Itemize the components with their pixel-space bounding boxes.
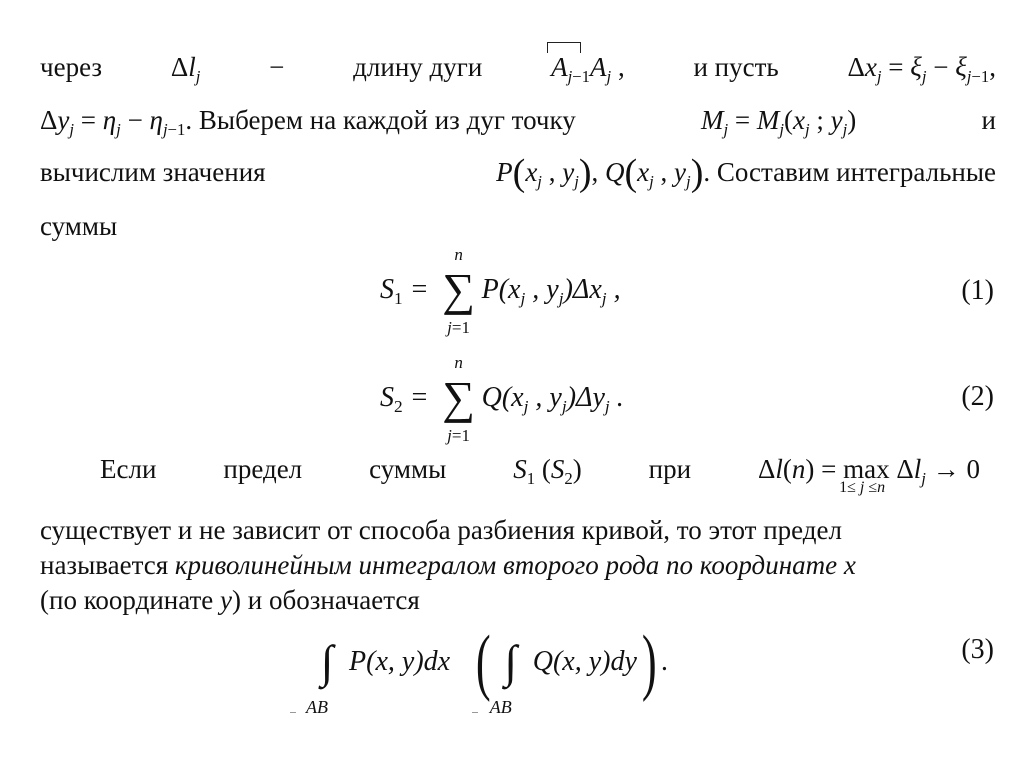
limit-line — [100, 452, 980, 496]
word-esli: Если — [100, 454, 157, 484]
para-line-c — [40, 583, 996, 617]
math-limit: Δl(n) = max 1≤ j ≤n $\Delta l_j \to 0$ — [758, 454, 980, 496]
word-summy: суммы — [40, 211, 118, 241]
equation-number-2: (2) — [961, 381, 994, 412]
word-i-pust: и пусть — [693, 52, 779, 82]
math-delta-y-j: $\Delta y_j = \eta_j - \eta_{j-1}$. Выберем на каждой из дуг точку — [40, 105, 576, 139]
math-delta-x-j: $\Delta x_j = \xi_j - \xi_{j-1}$, — [847, 52, 996, 86]
integral-symbol: ∫ AB — [306, 636, 334, 717]
word-nazyvaetsya: называется — [40, 550, 169, 580]
text-compose: . Составим интегральные — [703, 157, 996, 187]
equation-number-1: (1) — [961, 275, 994, 306]
para-line-a: существует и не зависит от способа разбиения кривой, то этот предел — [40, 515, 842, 545]
math-point-m-j: $M_j = M_j(x_j$ ; $y_j$) — [700, 105, 857, 139]
math-s1-s2: $S_1$ $(S_2)$ — [513, 454, 582, 488]
integral-symbol: ∫ AB — [489, 636, 518, 717]
var-y: y — [220, 585, 233, 615]
word-pri: при — [648, 454, 692, 484]
text-po-koordinate: (по координате — [40, 585, 214, 615]
text-choose: . Выберем на каждой из дуг точку — [185, 105, 576, 135]
math-delta-l-j: $\Delta l_j$ — [170, 52, 201, 86]
word-cherez: через — [40, 52, 103, 82]
divider-mark — [472, 712, 478, 713]
word-dlinu-dugi: длину дуги — [353, 52, 483, 82]
text-compute: вычислим значения — [40, 157, 266, 187]
para-line-b — [40, 548, 1000, 582]
equation-1: $S_1$ = ∑ n j=1 $P(x_j$ , $y_j)\Delta x_j$ , — [380, 245, 621, 337]
term-italic: криволинейным интегралом второго рода по координате x — [174, 550, 856, 580]
word-predel: предел — [223, 454, 303, 484]
equation-number-3: (3) — [961, 634, 994, 665]
dash: − — [269, 52, 285, 82]
sum-symbol: ∑ n j=1 — [442, 245, 475, 337]
text-line-2 — [40, 103, 996, 137]
word-summy-2: суммы — [369, 454, 447, 484]
text-oboznachaetsya: ) и обозначается — [232, 585, 420, 615]
text-line-3 — [40, 152, 996, 194]
equation-2: $S_2$ = ∑ n j=1 $Q(x_j$ , $y_j)\Delta y_j$ . — [380, 353, 624, 445]
word-i: и — [981, 105, 996, 135]
math-arc-a: $A_{j-1}A_j$ , — [551, 50, 625, 84]
equation-3: ∫ AB P(x, y)dx ( ∫ AB Q(x, y)dy ) . — [306, 621, 669, 717]
math-p-q-values: $P(x_j$ , $y_j$), $Q(x_j$ , $y_j$). Составим интегральные — [496, 152, 996, 194]
text-line-1 — [40, 50, 996, 84]
right-paren: ) — [641, 621, 657, 703]
divider-mark — [290, 712, 296, 713]
sum-symbol: ∑ n j=1 — [442, 353, 475, 445]
text-line-4 — [40, 209, 996, 243]
left-paren: ( — [476, 621, 491, 703]
